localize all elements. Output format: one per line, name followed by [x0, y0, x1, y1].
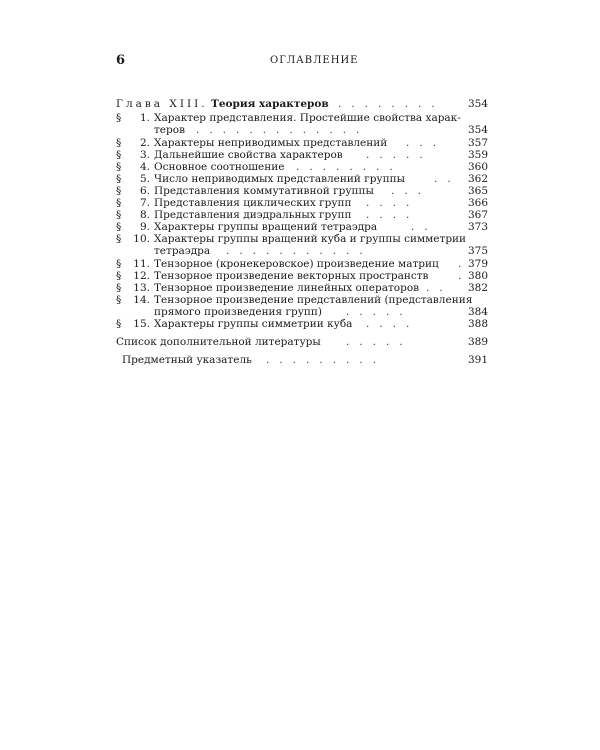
chapter-title: Теория характеров	[211, 98, 329, 110]
section-title: Характеры группы симметрии куба	[154, 318, 353, 330]
section-number: 7.	[139, 197, 150, 209]
leader-dots: ..	[411, 221, 438, 233]
section-symbol: §	[116, 258, 122, 270]
page-ref: 379	[467, 258, 488, 270]
page-ref: 354	[467, 98, 488, 110]
page-ref: 366	[467, 197, 488, 209]
section-title: Тензорное произведение векторных пространств	[154, 270, 429, 282]
leader-dots: ...........	[226, 245, 373, 257]
toc-entry-bibliography	[116, 336, 488, 349]
section-symbol: §	[116, 209, 122, 221]
page-ref: 391	[467, 354, 488, 366]
leader-dots: .	[458, 270, 472, 282]
page-ref: 354	[467, 124, 488, 136]
section-number: 9.	[139, 221, 150, 233]
section-symbol: §	[116, 294, 122, 306]
leader-dots: ....	[366, 197, 420, 209]
leader-dots: .....	[366, 149, 433, 161]
section-title: Характеры неприводимых представлений	[154, 137, 388, 149]
section-symbol: §	[116, 233, 122, 245]
leader-dots: ....	[366, 209, 420, 221]
section-title: Характеры группы вращений тетраэдра	[154, 221, 378, 233]
entry-title: Список дополнительной литературы	[116, 336, 321, 348]
section-title: Характеры группы вращений куба и группы симметрии	[154, 233, 467, 245]
section-number: 3.	[139, 149, 150, 161]
section-symbol: §	[116, 149, 122, 161]
section-title-cont: прямого произведения групп)	[154, 306, 323, 318]
section-number: 1.	[139, 112, 150, 124]
entry-title: Предметный указатель	[122, 354, 252, 366]
running-head: ОГЛАВЛЕНИЕ	[270, 55, 359, 66]
section-symbol: §	[116, 173, 122, 185]
section-number: 4.	[139, 161, 150, 173]
leader-dots: ...	[406, 137, 447, 149]
section-number: 5.	[139, 173, 150, 185]
section-title: Характер представления. Простейшие свойства харак-	[154, 112, 461, 124]
page-ref: 373	[467, 221, 488, 233]
page-ref: 365	[467, 185, 488, 197]
section-number: 10.	[133, 233, 150, 245]
section-title: Тензорное (кронекеровское) произведение матриц	[154, 258, 439, 270]
section-number: 13.	[133, 282, 150, 294]
leader-dots: .....	[346, 336, 413, 348]
leader-dots: ........	[338, 98, 445, 110]
section-number: 2.	[139, 137, 150, 149]
page-ref: 360	[467, 161, 488, 173]
section-symbol: §	[116, 270, 122, 282]
section-title: Дальнейшие свойства характеров	[154, 149, 343, 161]
section-symbol: §	[116, 161, 122, 173]
leader-dots: ...	[391, 185, 432, 197]
section-number: 12.	[133, 270, 150, 282]
chapter-label: Глава XIII.	[116, 98, 208, 110]
section-title: Тензорное произведение линейных операторов	[154, 282, 420, 294]
section-title: Число неприводимых представлений группы	[154, 173, 405, 185]
toc-chapter-heading	[116, 98, 488, 111]
page-ref: 362	[467, 173, 488, 185]
section-title: Представления диэдральных групп	[154, 209, 352, 221]
leader-dots: ..	[426, 282, 453, 294]
page-number: 6	[116, 53, 126, 68]
page-ref: 389	[467, 336, 488, 348]
leader-dots: ........	[296, 161, 403, 173]
section-symbol: §	[116, 137, 122, 149]
section-number: 6.	[139, 185, 150, 197]
page-ref: 384	[467, 306, 488, 318]
leader-dots: ..	[434, 173, 461, 185]
section-title: Тензорное произведение представлений (представления	[154, 294, 473, 306]
leader-dots: ....	[366, 318, 420, 330]
page-ref: 359	[467, 149, 488, 161]
leader-dots: .............	[196, 124, 370, 136]
section-title: Основное соотношение	[154, 161, 285, 173]
section-symbol: §	[116, 318, 122, 330]
section-symbol: §	[116, 112, 122, 124]
section-number: 11.	[133, 258, 150, 270]
toc-entry-continuation	[116, 245, 488, 258]
section-number: 14.	[133, 294, 150, 306]
page-ref: 380	[467, 270, 488, 282]
section-title: Представления циклических групп	[154, 197, 352, 209]
section-symbol: §	[116, 185, 122, 197]
section-title-cont: тетраэдра	[154, 245, 211, 257]
page-ref: 357	[467, 137, 488, 149]
section-number: 8.	[139, 209, 150, 221]
leader-dots: .....	[346, 306, 413, 318]
section-symbol: §	[116, 221, 122, 233]
section-title: Представления коммутативной группы	[154, 185, 374, 197]
leader-dots: .	[458, 258, 472, 270]
section-number: 15.	[133, 318, 150, 330]
section-title-cont: теров	[154, 124, 185, 136]
page-ref: 388	[467, 318, 488, 330]
leader-dots: .........	[266, 354, 387, 366]
toc-entry	[116, 318, 488, 331]
toc-entry-index	[116, 354, 488, 367]
page-ref: 375	[467, 245, 488, 257]
section-symbol: §	[116, 197, 122, 209]
page-ref: 367	[467, 209, 488, 221]
toc-entry-continuation	[116, 124, 488, 137]
page-ref: 382	[467, 282, 488, 294]
section-symbol: §	[116, 282, 122, 294]
